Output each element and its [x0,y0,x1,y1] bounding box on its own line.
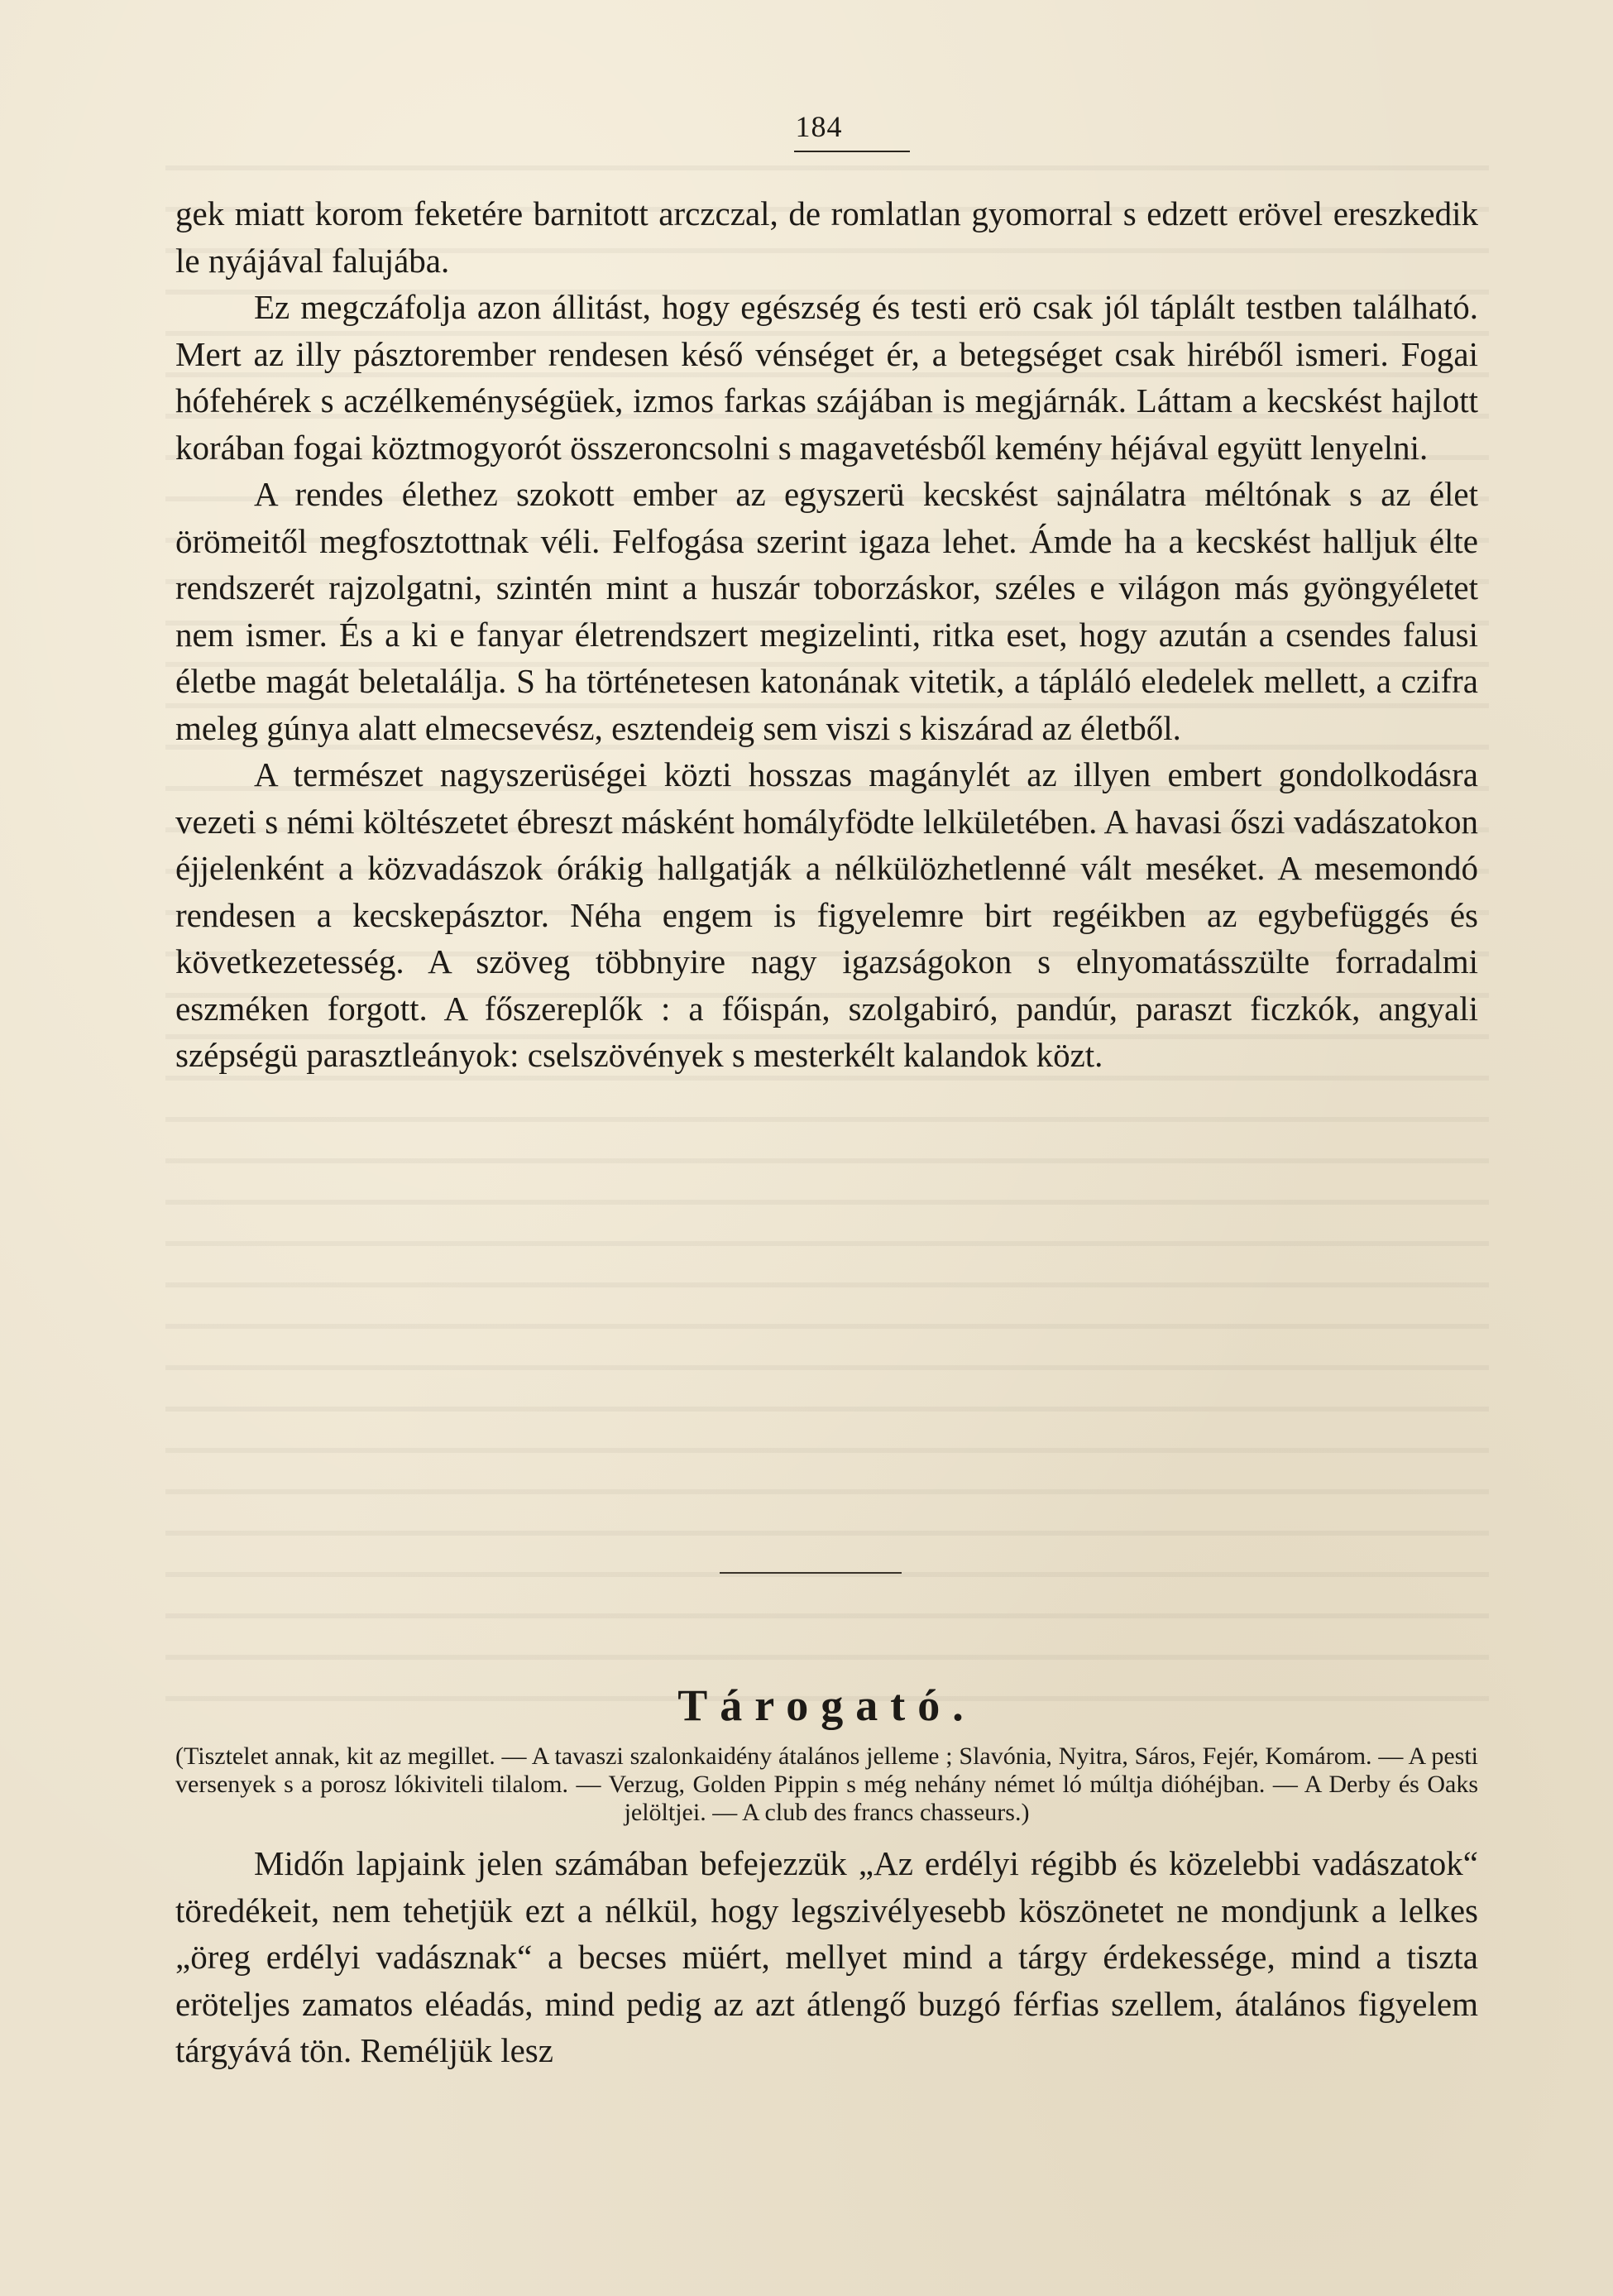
section-paragraph: Midőn lapjaink jelen számában befejezzük „Az erdélyi régibb és közelebbi vadászatok“ töredékeit, nem tehetjük ezt a nélkül, hogy legszivélyesebb köszönetet ne mondjunk a lelkes „öreg erdélyi vadásznak“ a becses müért, mellyet mind a tárgy érdekessége, mind a tiszta eröteljes zamatos eléadás, mind pedig az azt átlengő buzgó férfias szellem, átalános figyelem tárgyává tön. Reméljük lesz [175,1844,1478,2069]
section-summary: (Tisztelet annak, kit az megillet. — A tavaszi szalonkaidény átalános jelleme ; Slavónia, Nyitra, Sáros, Fejér, Komárom. — A pesti versenyek s a porosz lókiviteli tilalom. — Verzug, Golden Pippin s még nehány német ló múltja dióhéjban. — A Derby és Oaks jelöltjei. — A club des francs chasseurs.) [175,1742,1478,1826]
page-number-rule [794,151,910,152]
page-number: 184 [795,110,843,143]
section-title: Tárogató. [677,1680,976,1730]
paragraph-4: A természet nagyszerüségei közti hosszas magánylét az illyen embert gondolkodásra vezeti s némi költészetet ébreszt másként homályfödte lelkületében. A havasi őszi vadászatokon éjjelenként a közvadászok órákig hallgatják a nélkülözhetlenné vált meséket. A mesemondó rendesen a kecskepásztor. Néha engem is figyelemre birt regéikben az egybefüggés és következetesség. A szöveg többnyire nagy igazságokon s elnyomatásszülte forradalmi eszméken forgott. A főszereplők : a főispán, szolgabiró, pandúr, paraszt ficzkók, angyali szépségü parasztleányok: cselszövények s mesterkélt kalandok közt. [175,755,1478,1074]
section-divider [720,1572,902,1574]
paragraph-1: gek miatt korom feketére barnitott arczczal, de romlatlan gyomorral s edzett erövel ereszkedik le nyájával falujába. [175,194,1478,280]
paragraph-2: Ez megczáfolja azon állitást, hogy egészség és testi erö csak jól táplált testben található. Mert az illy pásztorember rendesen késő vénséget ér, a betegséget csak hiréből ismeri. Fogai hófehérek s aczélkeménységüek, izmos farkas szájában is megjárnák. Láttam a kecskést hajlott korában fogai köztmogyorót összeroncsolni s magavetésből kemény héjával együtt lenyelni. [175,288,1478,467]
section-tarogato [175,1680,1478,2074]
body-text [175,190,1478,1079]
paragraph-3: A rendes élethez szokott ember az egyszerü kecskést sajnálatra méltónak s az élet örömeitől megfosztottnak véli. Felfogása szerint igaza lehet. Ámde ha a kecskést halljuk élte rendszerét rajzolgatni, szintén mint a huszár toborzáskor, széles e világon más gyöngyéletet nem ismer. És a ki e fanyar életrendszert megizelinti, ritka eset, hogy azután a csendes falusi életbe magát beletalálja. S ha történetesen katonának vitetik, a tápláló eledelek mellett, a czifra meleg gúnya alatt elmecsevész, esztendeig sem viszi s kiszárad az életből. [175,475,1478,747]
